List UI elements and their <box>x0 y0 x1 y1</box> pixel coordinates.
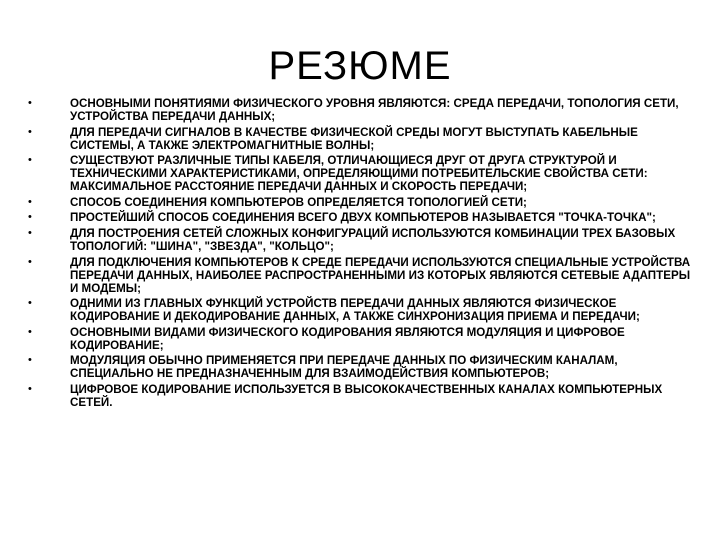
bullet-icon: • <box>28 325 32 338</box>
bullet-item <box>28 297 698 323</box>
bullet-icon: • <box>28 211 32 224</box>
bullet-text: ОДНИМИ ИЗ ГЛАВНЫХ ФУНКЦИЙ УСТРОЙСТВ ПЕРЕДАЧИ ДАННЫХ ЯВЛЯЮТСЯ ФИЗИЧЕСКОЕ КОДИРОВАНИЕ И ДЕКОДИРОВАНИЕ ДАННЫХ, А ТАКЖЕ СИНХРОНИЗАЦИЯ ПРИЕМА И ПЕРЕДАЧИ; <box>70 297 640 324</box>
bullet-icon: • <box>28 226 32 239</box>
bullet-text: ДЛЯ ПЕРЕДАЧИ СИГНАЛОВ В КАЧЕСТВЕ ФИЗИЧЕСКОЙ СРЕДЫ МОГУТ ВЫСТУПАТЬ КАБЕЛЬНЫЕ СИСТЕМЫ, А ТАКЖЕ ЭЛЕКТРОМАГНИТНЫЕ ВОЛНЫ; <box>70 125 638 152</box>
bullet-item <box>28 383 698 409</box>
bullet-text: СУЩЕСТВУЮТ РАЗЛИЧНЫЕ ТИПЫ КАБЕЛЯ, ОТЛИЧАЮЩИЕСЯ ДРУГ ОТ ДРУГА СТРУКТУРОЙ И ТЕХНИЧЕСКИМИ ХАРАКТЕРИСТИКАМИ, ОПРЕДЕЛЯЮЩИМИ ПОТРЕБИТЕЛЬСКИЕ СВОЙСТВА СЕТИ: МАКСИМАЛЬНОЕ РАССТОЯНИЕ ПЕРЕДАЧИ ДАННЫХ И СКОРОСТЬ ПЕРЕДАЧИ; <box>70 154 648 194</box>
bullet-item <box>28 256 698 295</box>
bullet-text: ОСНОВНЫМИ ВИДАМИ ФИЗИЧЕСКОГО КОДИРОВАНИЯ ЯВЛЯЮТСЯ МОДУЛЯЦИЯ И ЦИФРОВОЕ КОДИРОВАНИЕ; <box>70 325 625 352</box>
bullet-item <box>28 154 698 193</box>
bullet-text: ПРОСТЕЙШИЙ СПОСОБ СОЕДИНЕНИЯ ВСЕГО ДВУХ КОМПЬЮТЕРОВ НАЗЫВАЕТСЯ "ТОЧКА-ТОЧКА"; <box>70 211 656 225</box>
bullet-text: ДЛЯ ПОСТРОЕНИЯ СЕТЕЙ СЛОЖНЫХ КОНФИГУРАЦИЙ ИСПОЛЬЗУЮТСЯ КОМБИНАЦИИ ТРЕХ БАЗОВЫХ ТОПОЛОГИЙ: "ШИНА", "ЗВЕЗДА", "КОЛЬЦО"; <box>70 226 676 253</box>
bullet-text: ДЛЯ ПОДКЛЮЧЕНИЯ КОМПЬЮТЕРОВ К СРЕДЕ ПЕРЕДАЧИ ИСПОЛЬЗУЮТСЯ СПЕЦИАЛЬНЫЕ УСТРОЙСТВА ПЕРЕДАЧИ ДАННЫХ, НАИБОЛЕЕ РАСПРОСТРАНЕННЫМИ ИЗ КОТОРЫХ ЯВЛЯЮТСЯ СЕТЕВЫЕ АДАПТЕРЫ И МОДЕМЫ; <box>70 255 691 295</box>
bullet-text: СПОСОБ СОЕДИНЕНИЯ КОМПЬЮТЕРОВ ОПРЕДЕЛЯЕТСЯ ТОПОЛОГИЕЙ СЕТИ; <box>70 195 527 209</box>
bullet-icon: • <box>28 255 32 268</box>
bullet-item <box>28 326 698 352</box>
bullet-item <box>28 196 698 209</box>
bullet-text: ОСНОВНЫМИ ПОНЯТИЯМИ ФИЗИЧЕСКОГО УРОВНЯ ЯВЛЯЮТСЯ: СРЕДА ПЕРЕДАЧИ, ТОПОЛОГИЯ СЕТИ, УСТРОЙСТВА ПЕРЕДАЧИ ДАННЫХ; <box>70 97 679 123</box>
bullet-item <box>28 354 698 380</box>
bullet-item <box>28 211 698 224</box>
bullet-icon: • <box>28 195 32 208</box>
bullet-icon: • <box>28 382 32 395</box>
bullet-icon: • <box>28 125 32 138</box>
bullet-text: МОДУЛЯЦИЯ ОБЫЧНО ПРИМЕНЯЕТСЯ ПРИ ПЕРЕДАЧЕ ДАННЫХ ПО ФИЗИЧЕСКИМ КАНАЛАМ, СПЕЦИАЛЬНО НЕ ПРЕДНАЗНАЧЕННЫМ ДЛЯ ВЗАИМОДЕЙСТВИЯ КОМПЬЮТЕРОВ; <box>70 354 618 381</box>
bullet-icon: • <box>28 354 32 367</box>
bullet-list <box>28 97 698 412</box>
bullet-item <box>28 97 698 123</box>
bullet-text: ЦИФРОВОЕ КОДИРОВАНИЕ ИСПОЛЬЗУЕТСЯ В ВЫСОКОКАЧЕСТВЕННЫХ КАНАЛАХ КОМПЬЮТЕРНЫХ СЕТЕЙ. <box>70 382 663 409</box>
bullet-icon: • <box>28 97 32 109</box>
bullet-item <box>28 126 698 152</box>
bullet-item <box>28 227 698 253</box>
bullet-icon: • <box>28 297 32 310</box>
slide-title: РЕЗЮМЕ <box>268 44 452 88</box>
bullet-icon: • <box>28 154 32 167</box>
